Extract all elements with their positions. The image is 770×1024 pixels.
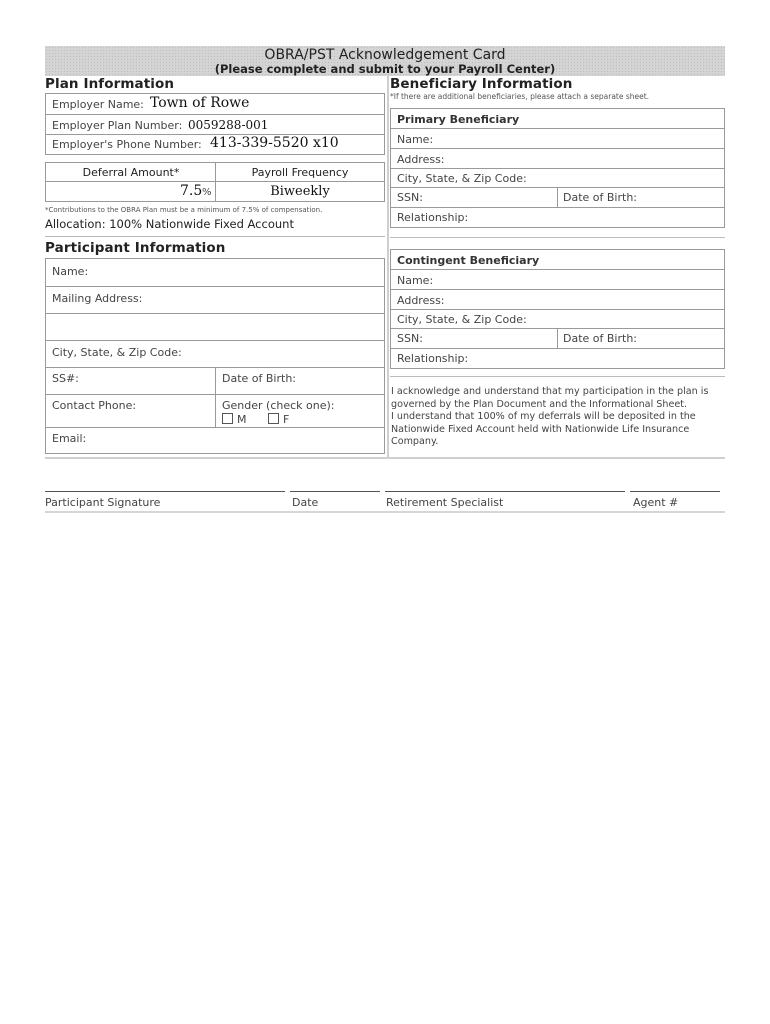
acknowledgement-text — [391, 386, 725, 449]
agent-label: Agent # — [633, 496, 679, 509]
primary-city-label: City, State, & Zip Code: — [397, 172, 527, 185]
frequency-divider — [216, 181, 384, 182]
allocation-text: Allocation: 100% Nationwide Fixed Account — [45, 217, 294, 231]
ss-label: SS#: — [52, 372, 79, 385]
primary-dob-label: Date of Birth: — [563, 191, 638, 204]
contingent-dob-label: Date of Birth: — [563, 332, 638, 345]
primary-relationship-label: Relationship: — [397, 211, 469, 224]
contingent-ssn-label: SSN: — [397, 332, 423, 345]
frequency-value: Biweekly — [270, 184, 330, 199]
email-label: Email: — [52, 432, 87, 445]
gender-m-label: M — [237, 413, 247, 426]
frequency-label: Payroll Frequency — [251, 166, 349, 179]
ack-line-2: governed by the Plan Document and the Informational Sheet. — [391, 398, 688, 410]
plan-number-label: Employer Plan Number: — [52, 119, 183, 132]
participant-heading: Participant Information — [45, 240, 226, 256]
frequency-cell[interactable] — [216, 163, 384, 201]
deferral-value: 7.5 — [180, 183, 203, 199]
deferral-label: Deferral Amount* — [82, 166, 180, 179]
participant-box — [45, 258, 385, 454]
deferral-unit: % — [202, 187, 212, 198]
contingent-name-row[interactable] — [391, 270, 724, 290]
participant-signature-label: Participant Signature — [45, 496, 161, 509]
ack-line-5: Company. — [391, 436, 439, 447]
contingent-city-label: City, State, & Zip Code: — [397, 313, 527, 326]
contingent-ssn-cell[interactable] — [391, 329, 558, 348]
participant-city-label: City, State, & Zip Code: — [52, 346, 182, 359]
gender-f-checkbox[interactable] — [268, 413, 279, 424]
employer-phone-label: Employer's Phone Number: — [52, 138, 202, 151]
primary-name-label: Name: — [397, 133, 434, 146]
deferral-divider — [46, 181, 216, 182]
contact-phone-cell[interactable] — [46, 395, 216, 427]
card-subtitle: (Please complete and submit to your Payroll Center) — [214, 62, 556, 76]
plan-heading: Plan Information — [45, 76, 175, 92]
primary-ssn-dob-row — [391, 188, 724, 208]
deferral-box — [45, 162, 385, 202]
contingent-address-label: Address: — [397, 294, 445, 307]
gender-m-option[interactable] — [222, 413, 247, 426]
primary-city-row[interactable] — [391, 169, 724, 188]
contribution-footnote: *Contributions to the OBRA Plan must be a minimum of 7.5% of compensation. — [45, 206, 323, 214]
participant-dob-label: Date of Birth: — [222, 372, 297, 385]
ack-line-1: I acknowledge and understand that my participation in the plan is — [391, 386, 709, 397]
card-header — [45, 46, 725, 76]
mailing-address-row[interactable] — [46, 287, 384, 314]
contingent-title-row — [391, 250, 724, 270]
ack-line-3: I understand that 100% of my deferrals will be deposited in the — [391, 411, 696, 422]
contingent-ssn-dob-row — [391, 329, 724, 349]
primary-relationship-row[interactable] — [391, 208, 724, 227]
specialist-signature-line[interactable] — [385, 491, 625, 492]
contingent-name-label: Name: — [397, 274, 434, 287]
mailing-address-label: Mailing Address: — [52, 292, 143, 305]
plan-box — [45, 93, 385, 155]
employer-name-label: Employer Name: — [52, 98, 144, 111]
primary-ssn-label: SSN: — [397, 191, 423, 204]
participant-name-label: Name: — [52, 265, 89, 278]
card-title: OBRA/PST Acknowledgement Card — [264, 47, 506, 63]
contingent-city-row[interactable] — [391, 310, 724, 329]
contingent-title: Contingent Beneficiary — [397, 254, 540, 267]
contingent-relationship-row[interactable] — [391, 349, 724, 368]
column-divider — [387, 76, 389, 458]
beneficiary-note: *If there are additional beneficiaries, please attach a separate sheet. — [390, 92, 650, 101]
primary-dob-cell[interactable] — [558, 188, 724, 207]
contingent-address-row[interactable] — [391, 290, 724, 310]
primary-beneficiary-box — [390, 108, 725, 228]
deferral-cell[interactable] — [46, 163, 216, 201]
primary-ssn-cell[interactable] — [391, 188, 558, 207]
beneficiary-heading: Beneficiary Information — [390, 76, 573, 92]
phone-gender-row — [46, 395, 384, 428]
contact-phone-label: Contact Phone: — [52, 399, 137, 412]
employer-name-value: Town of Rowe — [150, 95, 250, 111]
primary-name-row[interactable] — [391, 129, 724, 149]
beneficiary-divider — [390, 237, 725, 238]
contingent-dob-cell[interactable] — [558, 329, 724, 348]
primary-title-row — [391, 109, 724, 129]
gender-f-option[interactable] — [268, 413, 289, 426]
gender-cell — [216, 395, 384, 427]
section-divider — [45, 236, 385, 237]
gender-label: Gender (check one): — [222, 399, 335, 412]
participant-signature-line[interactable] — [45, 491, 285, 492]
footer-divider — [45, 511, 725, 513]
ss-dob-row — [46, 368, 384, 395]
gender-m-checkbox[interactable] — [222, 413, 233, 424]
participant-city-row[interactable] — [46, 341, 384, 368]
employer-name-row[interactable] — [46, 94, 384, 115]
acknowledgement-divider — [390, 376, 725, 377]
bottom-divider — [45, 457, 725, 459]
plan-number-row[interactable] — [46, 115, 384, 135]
contingent-relationship-label: Relationship: — [397, 352, 469, 365]
primary-title: Primary Beneficiary — [397, 113, 520, 126]
ack-line-4: Nationwide Fixed Account held with Nationwide Life Insurance — [391, 423, 690, 435]
date-line[interactable] — [290, 491, 380, 492]
email-row[interactable] — [46, 428, 384, 453]
contingent-beneficiary-box — [390, 249, 725, 369]
mailing-address-row-2[interactable] — [46, 314, 384, 341]
plan-number-value: 0059288-001 — [188, 118, 269, 132]
specialist-label: Retirement Specialist — [386, 496, 504, 509]
primary-address-row[interactable] — [391, 149, 724, 169]
participant-name-row[interactable] — [46, 259, 384, 287]
employer-phone-value: 413-339-5520 x10 — [210, 135, 339, 151]
agent-line[interactable] — [630, 491, 720, 492]
participant-dob-cell[interactable] — [216, 368, 384, 394]
primary-address-label: Address: — [397, 153, 445, 166]
ss-cell[interactable] — [46, 368, 216, 394]
gender-f-label: F — [283, 413, 290, 426]
date-label: Date — [292, 496, 319, 509]
employer-phone-row[interactable] — [46, 135, 384, 154]
